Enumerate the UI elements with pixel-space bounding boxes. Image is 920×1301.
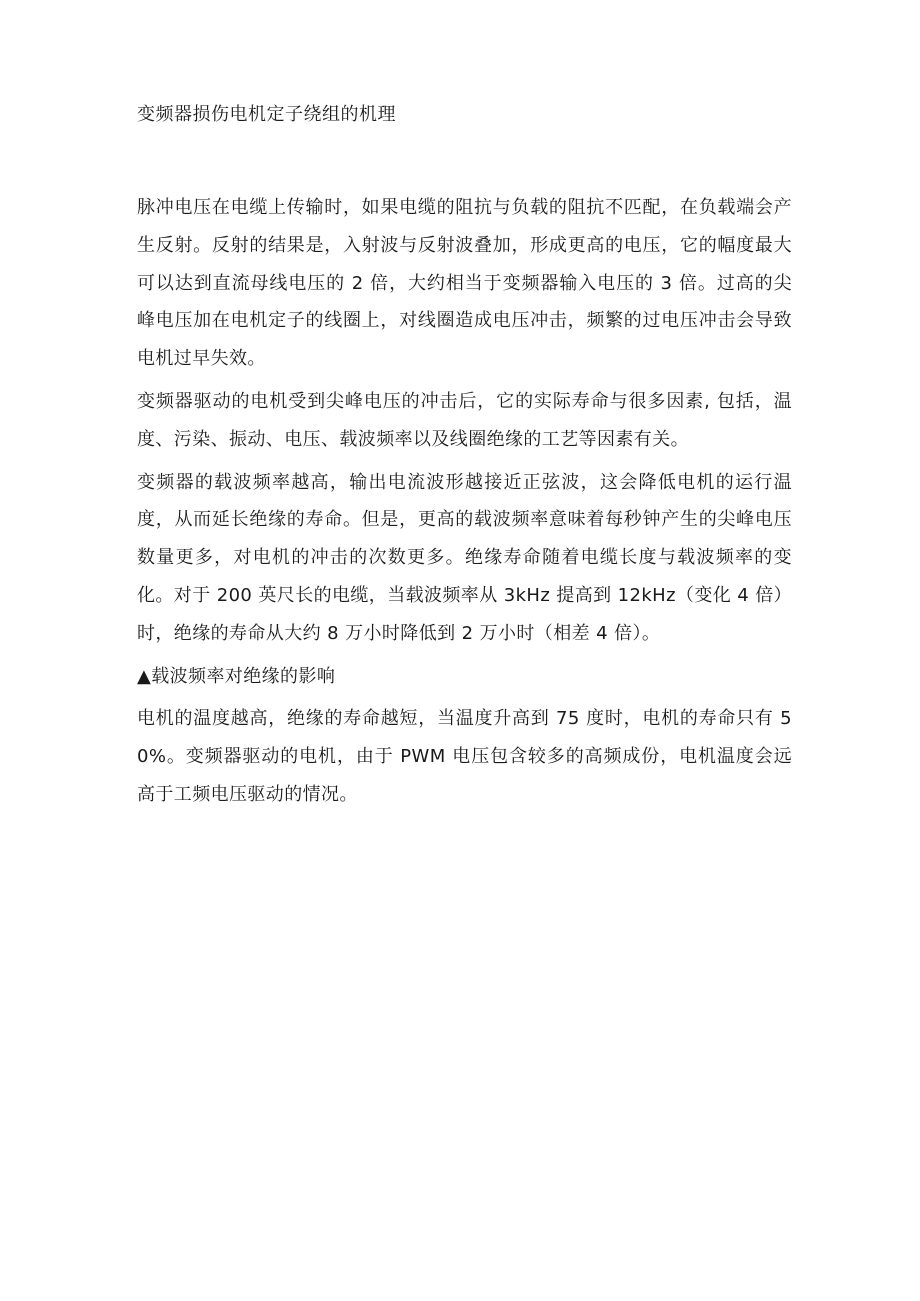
paragraph-temperature: 电机的温度越高，绝缘的寿命越短，当温度升高到 75 度时，电机的寿命只有 50%。变频器驱动的电机，由于 PWM 电压包含较多的高频成份，电机温度会远高于工频电压驱动的情况。: [137, 708, 792, 805]
document-title: 变频器损伤电机定子绕组的机理: [137, 104, 396, 125]
paragraph-lifetime-factors: 变频器驱动的电机受到尖峰电压的冲击后，它的实际寿命与很多因素, 包括，温度、污染、振动、电压、载波频率以及线圈绝缘的工艺等因素有关。: [137, 390, 792, 450]
paragraph-reflection: 脉冲电压在电缆上传输时，如果电缆的阻抗与负载的阻抗不匹配，在负载端会产生反射。反射的结果是，入射波与反射波叠加，形成更高的电压，它的幅度最大可以达到直流母线电压的 2 倍，大约相当于变频器输入电压的 3 倍。过高的尖峰电压加在电机定子的线圈上，对线圈造成电压冲击，频繁的过电压冲击会导致电机过早失效。: [137, 197, 792, 370]
paragraph-carrier-frequency: 变频器的载波频率越高，输出电流波形越接近正弦波，这会降低电机的运行温度，从而延长绝缘的寿命。但是，更高的载波频率意味着每秒钟产生的尖峰电压数量更多，对电机的冲击的次数更多。绝缘寿命随着电缆长度与载波频率的变化。对于 200 英尺长的电缆，当载波频率从 3kHz 提高到 12kHz（变化 4 倍）时，绝缘的寿命从大约 8 万小时降低到 2 万小时（相差 4 倍）。: [137, 471, 793, 644]
document-body: [137, 189, 792, 819]
figure-caption: ▲载波频率对绝缘的影响: [137, 665, 336, 687]
